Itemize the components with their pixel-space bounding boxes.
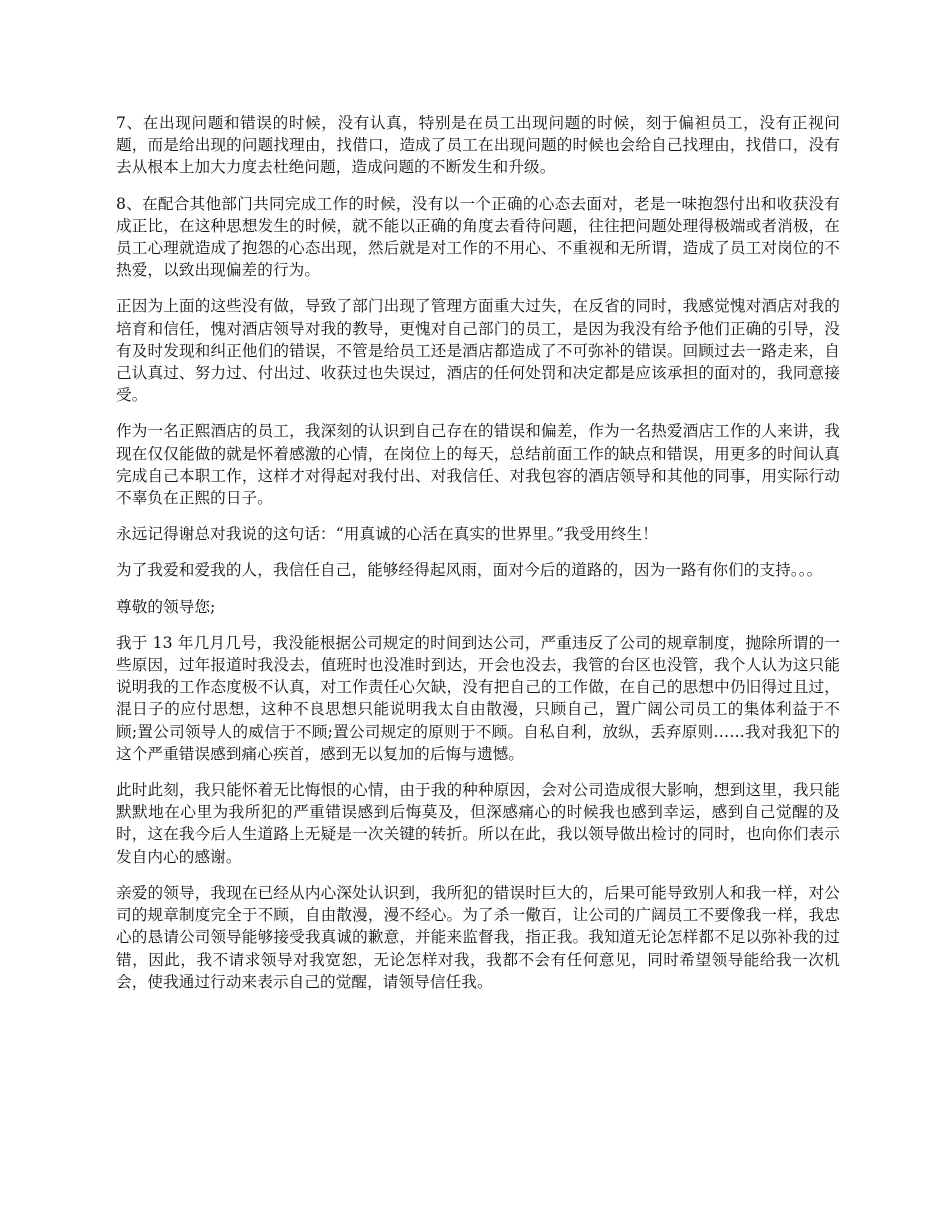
paragraph-request: 亲爱的领导，我现在已经从内心深处认识到，我所犯的错误时巨大的，后果可能导致别人和我一样，对公司的规章制度完全于不顾，自由散漫，漫不经心。为了杀一儆百，让公司的广阔员工不要像我一样，我忠心的恳请公司领导能够接受我真诚的歉意，并能来监督我，指正我。我知道无论怎样都不足以弥补我的过错，因此，我不请求领导对我宽恕，无论怎样对我，我都不会有任何意见，同时希望领导能给我一次机会，使我通过行动来表示自己的觉醒，请领导信任我。 — [116, 883, 840, 991]
paragraph-commitment: 作为一名正熙酒店的员工，我深刻的认识到自己存在的错误和偏差，作为一名热爱酒店工作的人来讲，我现在仅仅能做的就是怀着感激的心情，在岗位上的每天，总结前面工作的缺点和错误，用更多的时间认真完成自己本职工作，这样才对得起对我付出、对我信任、对我包容的酒店领导和其他的同事，用实际行动不辜负在正熙的日子。 — [116, 422, 840, 508]
paragraph-violation: 我于 13 年几月几号，我没能根据公司规定的时间到达公司，严重违反了公司的规章制度，抛除所谓的一些原因，过年报道时我没去，值班时也没准时到达，开会也没去，我管的台区也没管，我个人认为这只能说明我的工作态度极不认真，对工作责任心欠缺，没有把自己的工作做，在自己的思想中仍旧得过且过，混日子的应付思想，这种不良思想只能说明我太自由散漫，只顾自己，置广阔公司员工的集体利益于不顾;置公司领导人的威信于不顾;置公司规定的原则于不顾。自私自利，放纵，丢弃原则……我对我犯下的这个严重错误感到痛心疾首，感到无以复加的后悔与遗憾。 — [116, 633, 840, 763]
paragraph-remorse: 此时此刻，我只能怀着无比悔恨的心情，由于我的种种原因，会对公司造成很大影响，想到这里，我只能默默地在心里为我所犯的严重错误感到后悔莫及，但深感痛心的时候我也感到幸运，感到自己觉醒的及时，这在我今后人生道路上无疑是一次关键的转折。所以在此，我以领导做出检讨的同时，也向你们表示发自内心的感谢。 — [116, 781, 840, 866]
paragraph-quote: 永远记得谢总对我说的这句话：“用真诚的心活在真实的世界里。”我受用终生！ — [116, 525, 658, 544]
paragraph-thanks: 为了我爱和爱我的人，我信任自己，能够经得起风雨，面对今后的道路的，因为一路有你们的支持。。。 — [116, 561, 823, 580]
document-body — [116, 112, 840, 1007]
paragraph-reflection: 正因为上面的这些没有做，导致了部门出现了管理方面重大过失，在反省的同时，我感觉愧对酒店对我的培育和信任，愧对酒店领导对我的教导，更愧对自己部门的员工，是因为我没有给予他们正确的引导，没有及时发现和纠正他们的错误，不管是给员工还是酒店都造成了不可弥补的错误。回顾过去一路走来，自己认真过、努力过、付出过、收获过也失误过，酒店的任何处罚和决定都是应该承担的面对的，我同意接受。 — [116, 297, 840, 405]
paragraph-7: 7、在出现问题和错误的时候，没有认真，特别是在员工出现问题的时候，刻于偏袒员工，没有正视问题，而是给出现的问题找理由，找借口，造成了员工在出现问题的时候也会给自己找理由，找借口，没有去从根本上加大力度去杜绝问题，造成问题的不断发生和升级。 — [116, 114, 840, 177]
paragraph-8: 8、在配合其他部门共同完成工作的时候，没有以一个正确的心态去面对，老是一味抱怨付出和收获没有成正比，在这种思想发生的时候，就不能以正确的角度去看待问题，往往把问题处理得极端或者消极，在员工心理就造成了抱怨的心态出现，然后就是对工作的不用心、不重视和无所谓，造成了员工对岗位的不热爱，以致出现偏差的行为。 — [116, 194, 840, 280]
salutation: 尊敬的领导您; — [116, 597, 216, 616]
